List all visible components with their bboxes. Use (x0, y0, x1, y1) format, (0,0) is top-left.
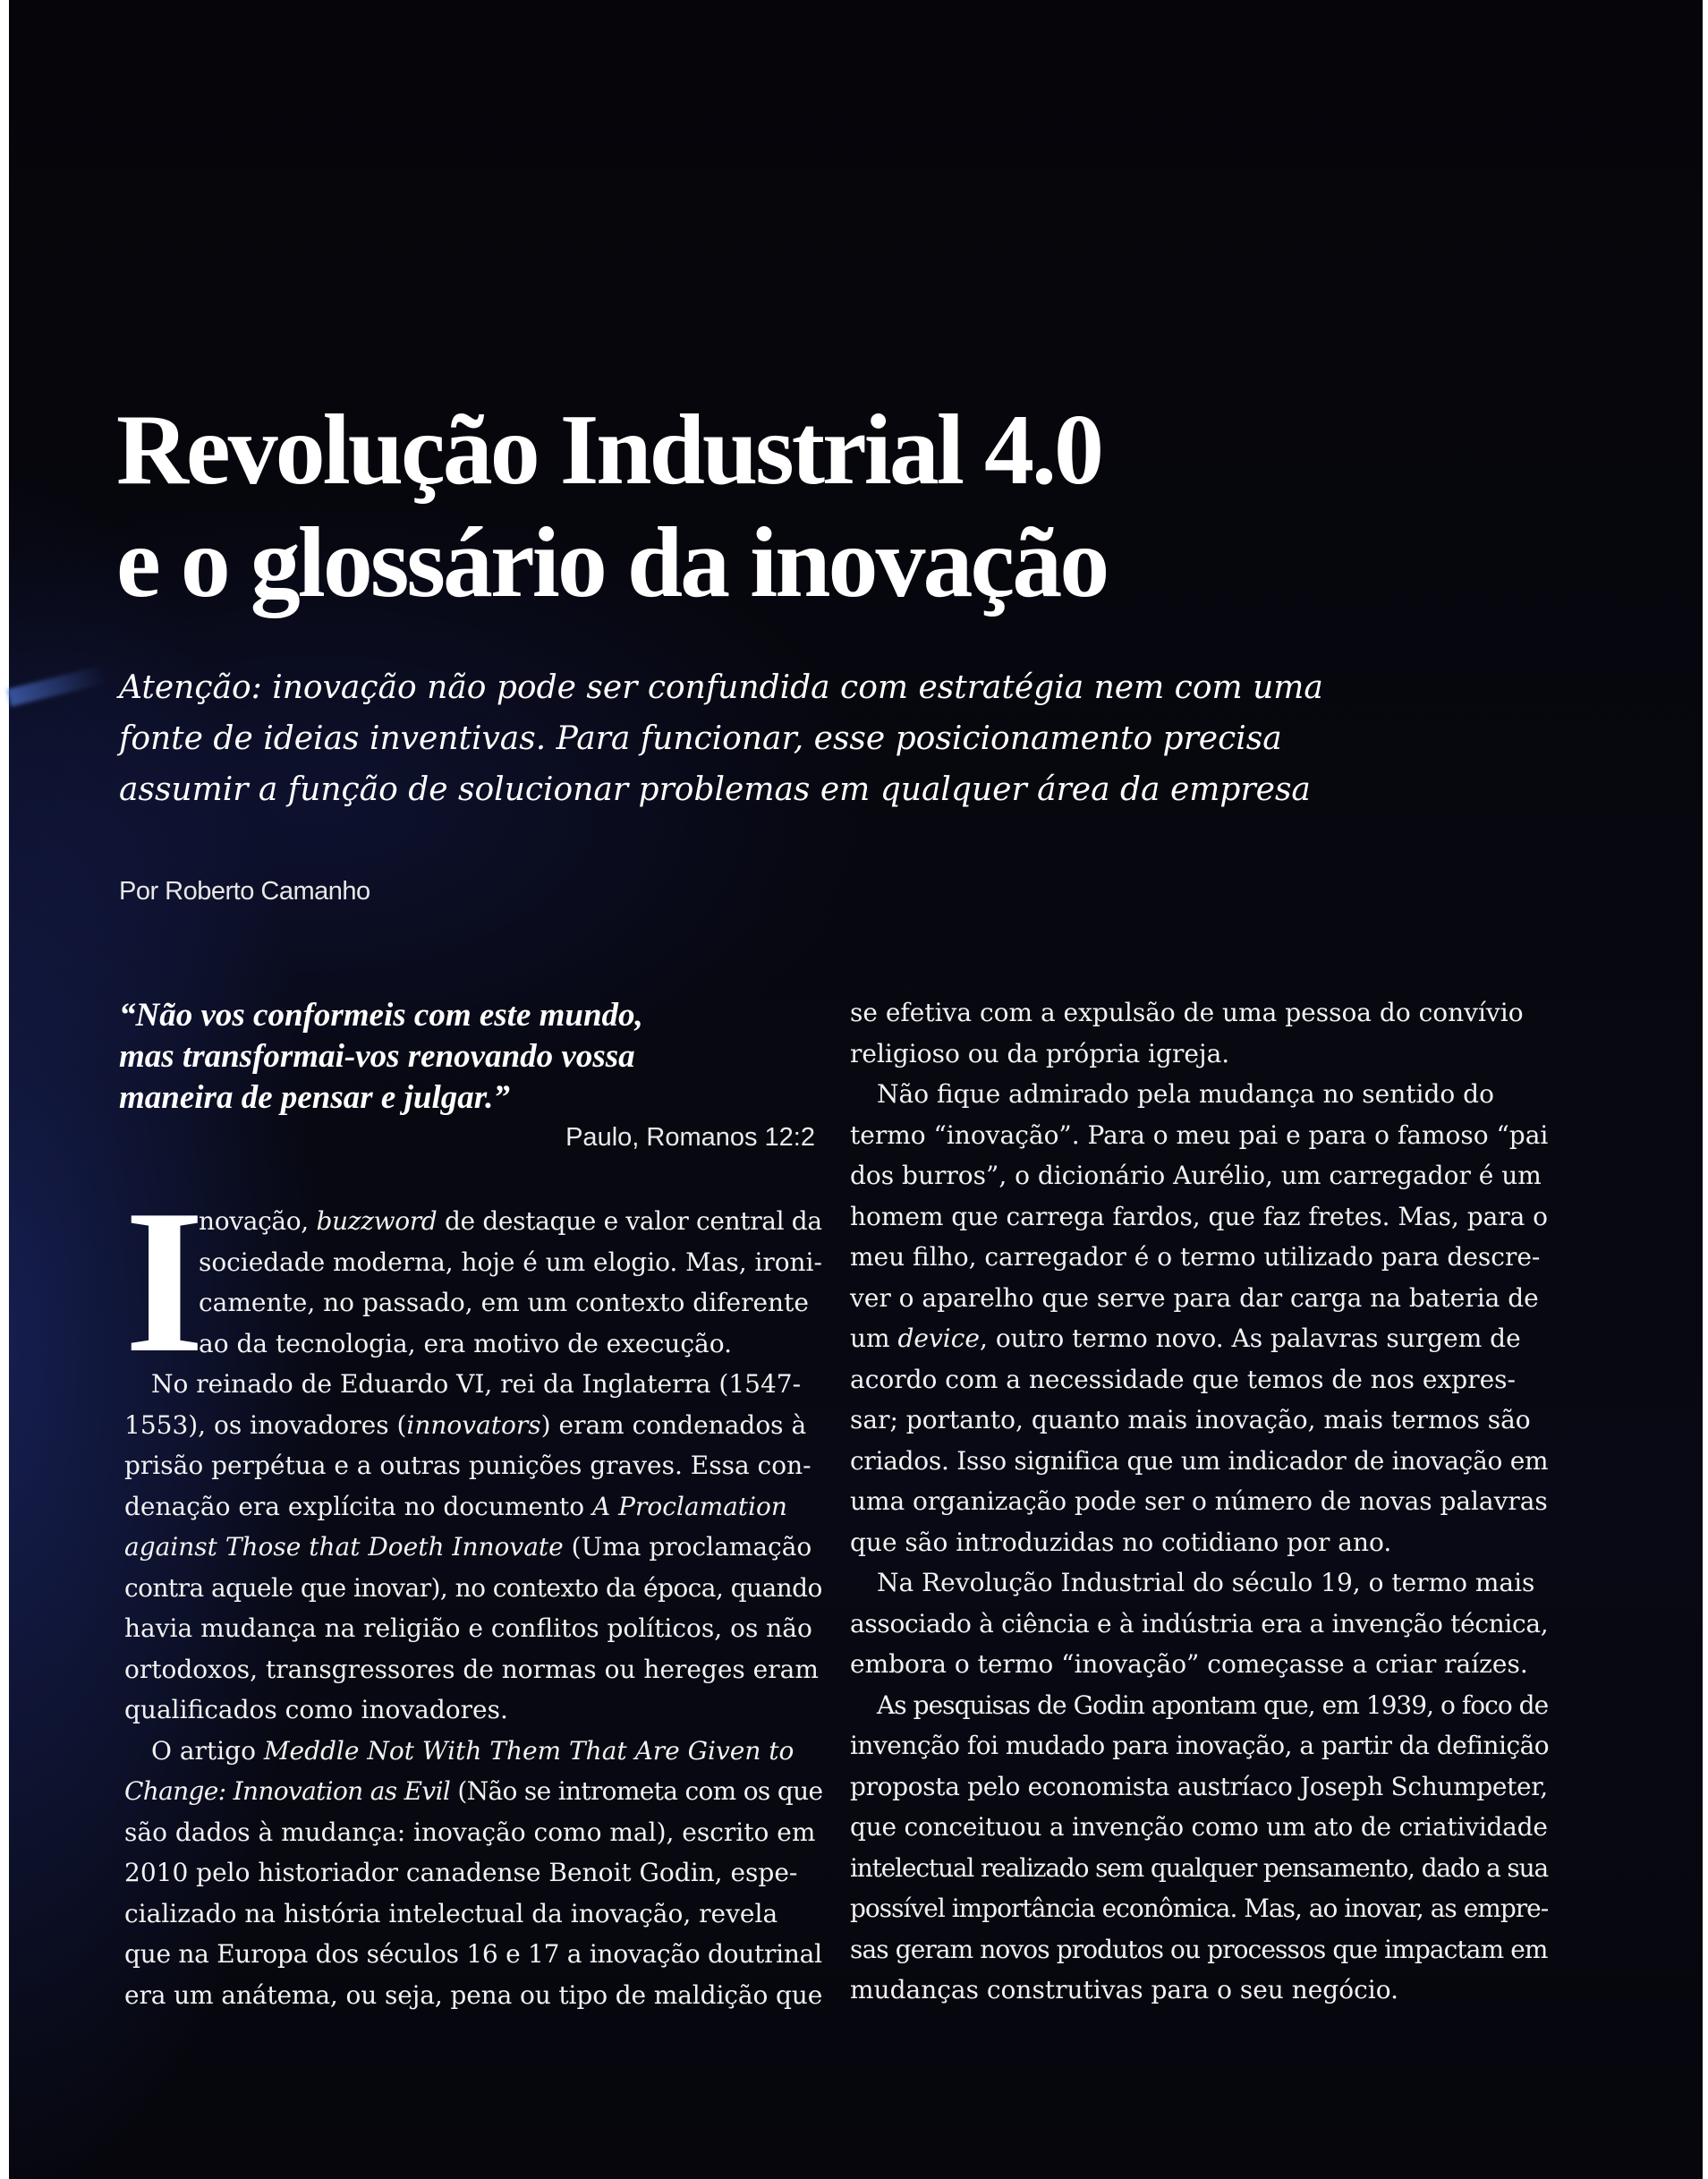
text-line: mudanças construtivas para o seu negócio. (850, 1975, 1398, 2005)
text-line: O artigo Meddle Not With Them That Are Given to (151, 1735, 795, 1766)
text-line: sar; portanto, quanto mais inovação, mais termos são (850, 1405, 1531, 1434)
article-subtitle-line-3: assumir a função de solucionar problemas em qualquer área da empresa (119, 771, 1311, 808)
text-line: são dados à mudança: inovação como mal), escrito em (124, 1817, 816, 1847)
text-line: ver o aparelho que serve para dar carga na bateria de (850, 1282, 1539, 1313)
scan-left-margin (0, 0, 9, 2179)
text-line: termo “inovação”. Para o meu pai e para o famoso “pai (850, 1119, 1549, 1150)
text-line: dos burros”, o dicionário Aurélio, um carregador é um (850, 1161, 1542, 1190)
epigraph-line-1: “Não vos conformeis com este mundo, (119, 997, 643, 1034)
scan-right-margin (1703, 0, 1708, 2179)
article-subtitle-line-2: fonte de ideias inventivas. Para funcionar, esse posicionamento precisa (119, 720, 1282, 757)
text-line: ao da tecnologia, era motivo de execução. (199, 1328, 732, 1358)
text-line: Na Revolução Industrial do século 19, o termo mais (877, 1568, 1535, 1597)
text-line: against Those that Doeth Innovate (Uma proclamação (124, 1532, 812, 1562)
text-line: se efetiva com a expulsão de uma pessoa do convívio (850, 998, 1524, 1027)
text-line: era um anátema, ou seja, pena ou tipo de maldição que (124, 1979, 823, 2010)
epigraph-source: Paulo, Romanos 12:2 (565, 1123, 815, 1152)
text-line: um device, outro termo novo. As palavras surgem de (850, 1324, 1521, 1353)
article-subtitle (119, 662, 1372, 815)
text-line: cializado na história intelectual da inovação, revela (124, 1898, 778, 1928)
right-column (850, 992, 1548, 2011)
text-line: que conceituou a invenção como um ato de criatividade (850, 1812, 1548, 1842)
article-title-line-2: e o glossário da inovação (116, 507, 1108, 618)
text-line: criados. Isso significa que um indicador de inovação em (850, 1445, 1549, 1476)
text-line: que são introduzidas no cotidiano por ano. (850, 1527, 1392, 1557)
author-byline: Por Roberto Camanho (119, 877, 370, 906)
text-line: uma organização pode ser o número de novas palavras (850, 1486, 1548, 1516)
text-line: meu filho, carregador é o termo utilizado para descre- (850, 1242, 1541, 1272)
text-line: homem que carrega fardos, que faz fretes. Mas, para o (850, 1201, 1548, 1231)
text-line: sociedade moderna, hoje é um elogio. Mas, ironi- (199, 1247, 822, 1277)
text-line: 1553), os inovadores (innovators) eram condenados à (124, 1409, 807, 1440)
text-line: ortodoxos, transgressores de normas ou hereges eram (124, 1654, 819, 1684)
text-line: que na Europa dos séculos 16 e 17 a inovação doutrinal (124, 1939, 822, 1969)
epigraph-line-2: mas transformai-vos renovando vossa (119, 1038, 635, 1075)
epigraph-quote (119, 995, 817, 1119)
text-line: invenção foi mudado para inovação, a partir da definição (850, 1731, 1550, 1760)
text-line: qualificados como inovadores. (124, 1695, 508, 1724)
epigraph-line-3: maneira de pensar e julgar.” (119, 1079, 510, 1116)
drop-cap: I (124, 1167, 205, 1395)
text-line: religioso ou da própria igreja. (850, 1038, 1230, 1068)
text-line: contra aquele que inovar), no contexto da época, quando (124, 1572, 822, 1603)
text-line: embora o termo “inovação” começasse a criar raízes. (850, 1649, 1528, 1679)
article-title (116, 394, 1458, 619)
text-line: No reinado de Eduardo VI, rei da Inglaterra (1547- (151, 1369, 802, 1399)
text-line: denação era explícita no documento A Proclamation (124, 1491, 787, 1521)
text-line: havia mudança na religião e conflitos políticos, os não (124, 1613, 812, 1643)
text-line: proposta pelo economista austríaco Joseph Schumpeter, (850, 1771, 1548, 1801)
text-line: Não fique admirado pela mudança no sentido do (877, 1079, 1494, 1109)
decorative-light-streak (7, 666, 107, 707)
text-line: prisão perpétua e a outras punições graves. Essa con- (124, 1451, 812, 1480)
article-title-line-1: Revolução Industrial 4.0 (116, 395, 1101, 506)
text-line: 2010 pelo historiador canadense Benoit Godin, espe- (124, 1858, 798, 1887)
text-line: sas geram novos produtos ou processos que impactam em (850, 1934, 1548, 1964)
text-line: associado à ciência e à indústria era a invenção técnica, (850, 1608, 1549, 1639)
article-subtitle-line-1: Atenção: inovação não pode ser confundida com estratégia nem com uma (119, 669, 1323, 706)
text-line: camente, no passado, em um contexto diferente (199, 1288, 809, 1317)
text-line: acordo com a necessidade que temos de nos expres- (850, 1364, 1516, 1394)
text-line: possível importância econômica. Mas, ao inovar, as empre- (850, 1894, 1549, 1923)
text-line: novação, buzzword de destaque e valor central da (199, 1206, 822, 1236)
left-column (124, 1167, 823, 2015)
text-line: Change: Innovation as Evil (Não se intrometa com os que (124, 1776, 823, 1806)
text-line: As pesquisas de Godin apontam que, em 1939, o foco de (877, 1690, 1549, 1720)
text-line: intelectual realizado sem qualquer pensamento, dado a sua (850, 1852, 1548, 1883)
